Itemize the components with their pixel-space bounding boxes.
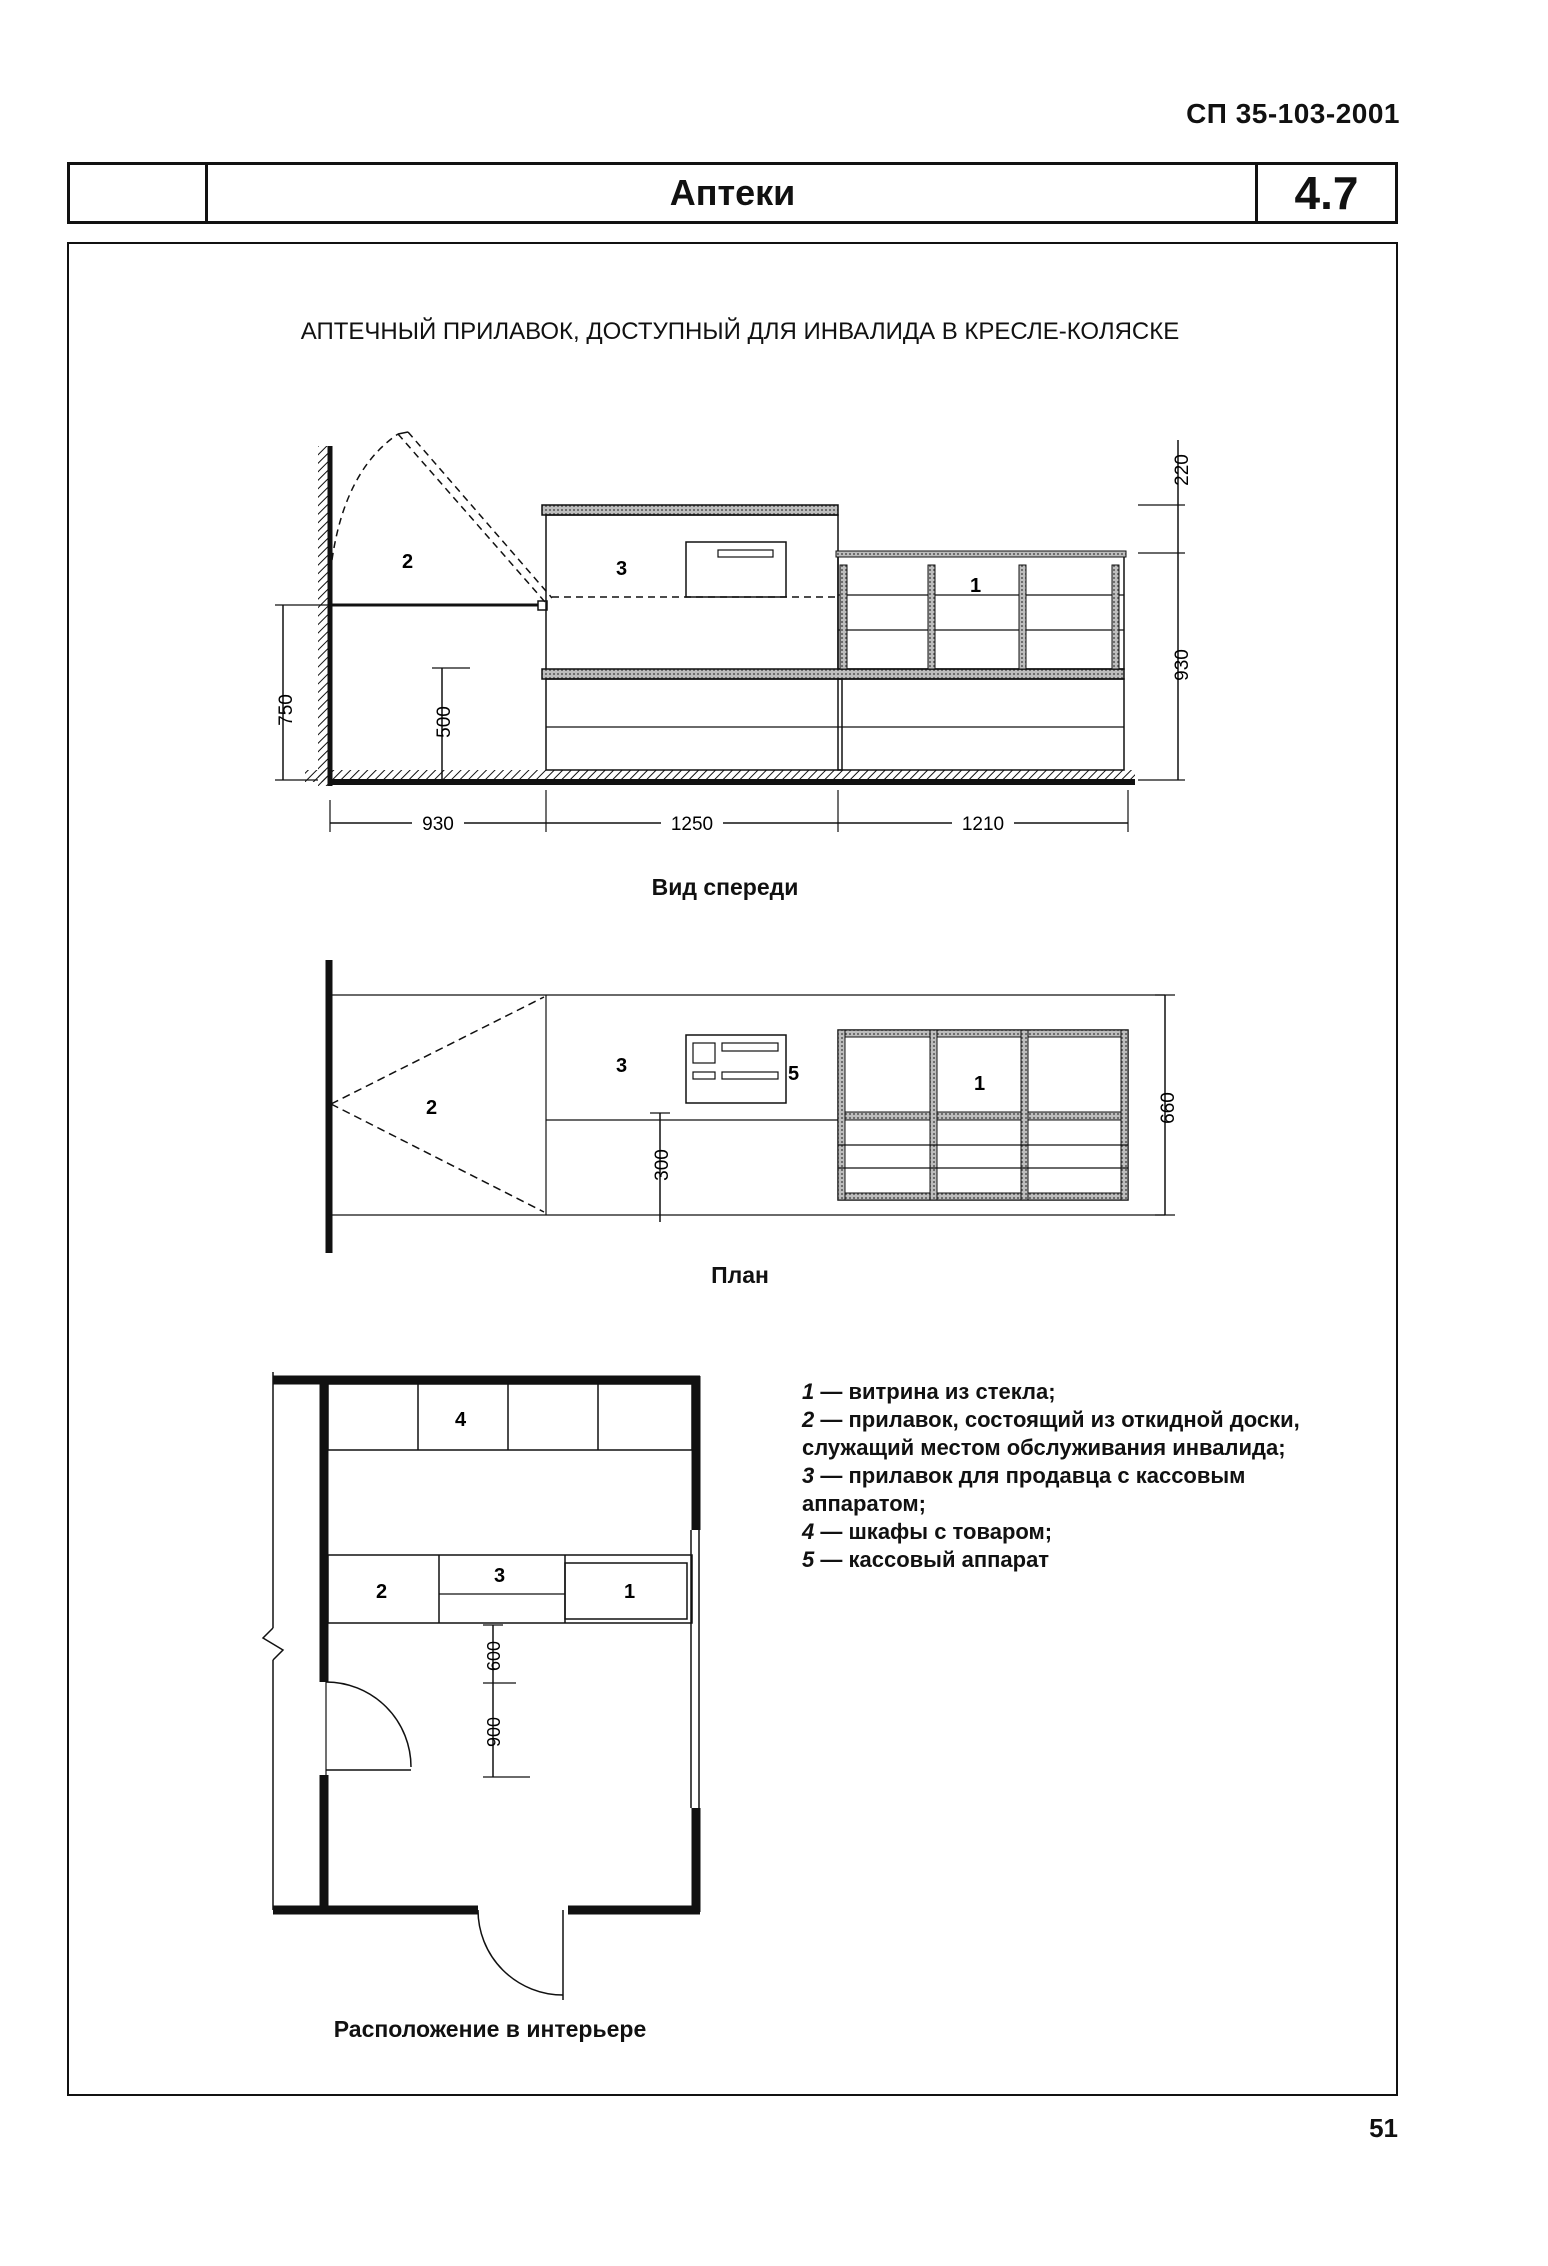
plan-register-keypad — [693, 1043, 715, 1063]
cash-register-display — [718, 550, 773, 557]
plan-vitrine-post — [1021, 1030, 1028, 1200]
dim-930-text: 930 — [422, 814, 454, 835]
dim-220-text: 220 — [1172, 454, 1193, 486]
dim-660-text: 660 — [1158, 1092, 1179, 1124]
plan-vitrine-post — [838, 1030, 845, 1200]
label-3: 3 — [616, 558, 628, 580]
dim-930-right-text: 930 — [1172, 649, 1193, 681]
plan-view — [329, 960, 1179, 1253]
board-swing-dashed-1 — [398, 434, 545, 602]
interior-view-caption: Расположение в интерьере — [333, 2016, 647, 2042]
dim-300-text: 300 — [652, 1149, 673, 1181]
document-code: СП 35-103-2001 — [1186, 98, 1400, 129]
plan-register-slot — [693, 1072, 715, 1079]
legend-item: 2 — прилавок, состоящий из откидной доски, служащий местом обслуживания инвалида; — [802, 1407, 1300, 1460]
plan-vitrine-post — [930, 1030, 937, 1200]
legend-item: 3 — прилавок для продавца с кассовым аппаратом; — [802, 1463, 1246, 1516]
plan-label-1: 1 — [974, 1073, 986, 1095]
vitrine-base — [838, 679, 1124, 770]
section-number: 4.7 — [1255, 165, 1395, 221]
plan-board-dashed-1 — [331, 997, 544, 1104]
page-number: 51 — [1369, 2113, 1398, 2143]
vitrine-post — [928, 565, 935, 669]
plan-vitrine-post — [1121, 1030, 1128, 1200]
drawing-title: АПТЕЧНЫЙ ПРИЛАВОК, ДОСТУПНЫЙ ДЛЯ ИНВАЛИДА В КРЕСЛЕ-КОЛЯСКЕ — [300, 318, 1180, 345]
interior-label-1: 1 — [624, 1581, 636, 1603]
dim-1250-text: 1250 — [670, 814, 714, 835]
plan-label-5: 5 — [788, 1063, 800, 1085]
dim-500-text: 500 — [434, 706, 455, 738]
plan-cash-register — [686, 1035, 786, 1103]
board-swing-arc — [332, 434, 398, 560]
vitrine-post — [1112, 565, 1119, 669]
entry-door-arc — [478, 1910, 563, 1995]
plan-register-display — [722, 1043, 778, 1051]
vitrine-post — [1019, 565, 1026, 669]
board-swing-dashed-2 — [408, 432, 552, 598]
side-door-arc — [326, 1682, 411, 1767]
front-view-caption: Вид спереди — [651, 874, 799, 900]
board-tip — [398, 432, 408, 434]
label-1: 1 — [970, 575, 982, 597]
plan-vitrine-top — [838, 1030, 1128, 1037]
legend-item: 5 — кассовый аппарат — [802, 1547, 1050, 1572]
plan-label-2: 2 — [426, 1097, 438, 1119]
legend-item: 4 — шкафы с товаром; — [802, 1519, 1053, 1544]
vitrine-post — [840, 565, 847, 669]
dim-600-text: 600 — [484, 1640, 504, 1672]
glass-vitrine-frame — [838, 553, 1124, 669]
cashier-counter-body — [546, 515, 838, 673]
break-symbol — [263, 1628, 283, 1660]
cashier-counter-base — [546, 679, 842, 770]
legend-item: 1 — витрина из стекла; — [802, 1379, 1056, 1404]
interior-label-3: 3 — [494, 1565, 506, 1587]
label-2: 2 — [402, 551, 414, 573]
plan-vitrine-mid — [838, 1112, 1128, 1120]
vitrine-top — [836, 551, 1126, 557]
plan-view-caption: План — [711, 1262, 769, 1288]
legend — [802, 1378, 1362, 1574]
plan-vitrine-bottom — [838, 1193, 1128, 1200]
cashier-counter-top — [542, 505, 838, 515]
goods-cabinets — [328, 1384, 692, 1450]
dim-1210-text: 1210 — [961, 814, 1005, 835]
plan-register-drawer — [722, 1072, 778, 1079]
plan-board-dashed-2 — [331, 1104, 544, 1212]
interior-view — [263, 1372, 700, 2000]
wall-hatch — [318, 446, 328, 786]
interior-label-2: 2 — [376, 1581, 388, 1603]
plan-label-3: 3 — [616, 1055, 628, 1077]
dim-750-text: 750 — [276, 694, 297, 726]
front-view — [275, 432, 1193, 835]
counter-shelf-band — [542, 669, 1124, 679]
section-title: Аптеки — [669, 172, 796, 213]
interior-label-4: 4 — [455, 1409, 467, 1431]
dim-900-text: 900 — [484, 1716, 504, 1748]
